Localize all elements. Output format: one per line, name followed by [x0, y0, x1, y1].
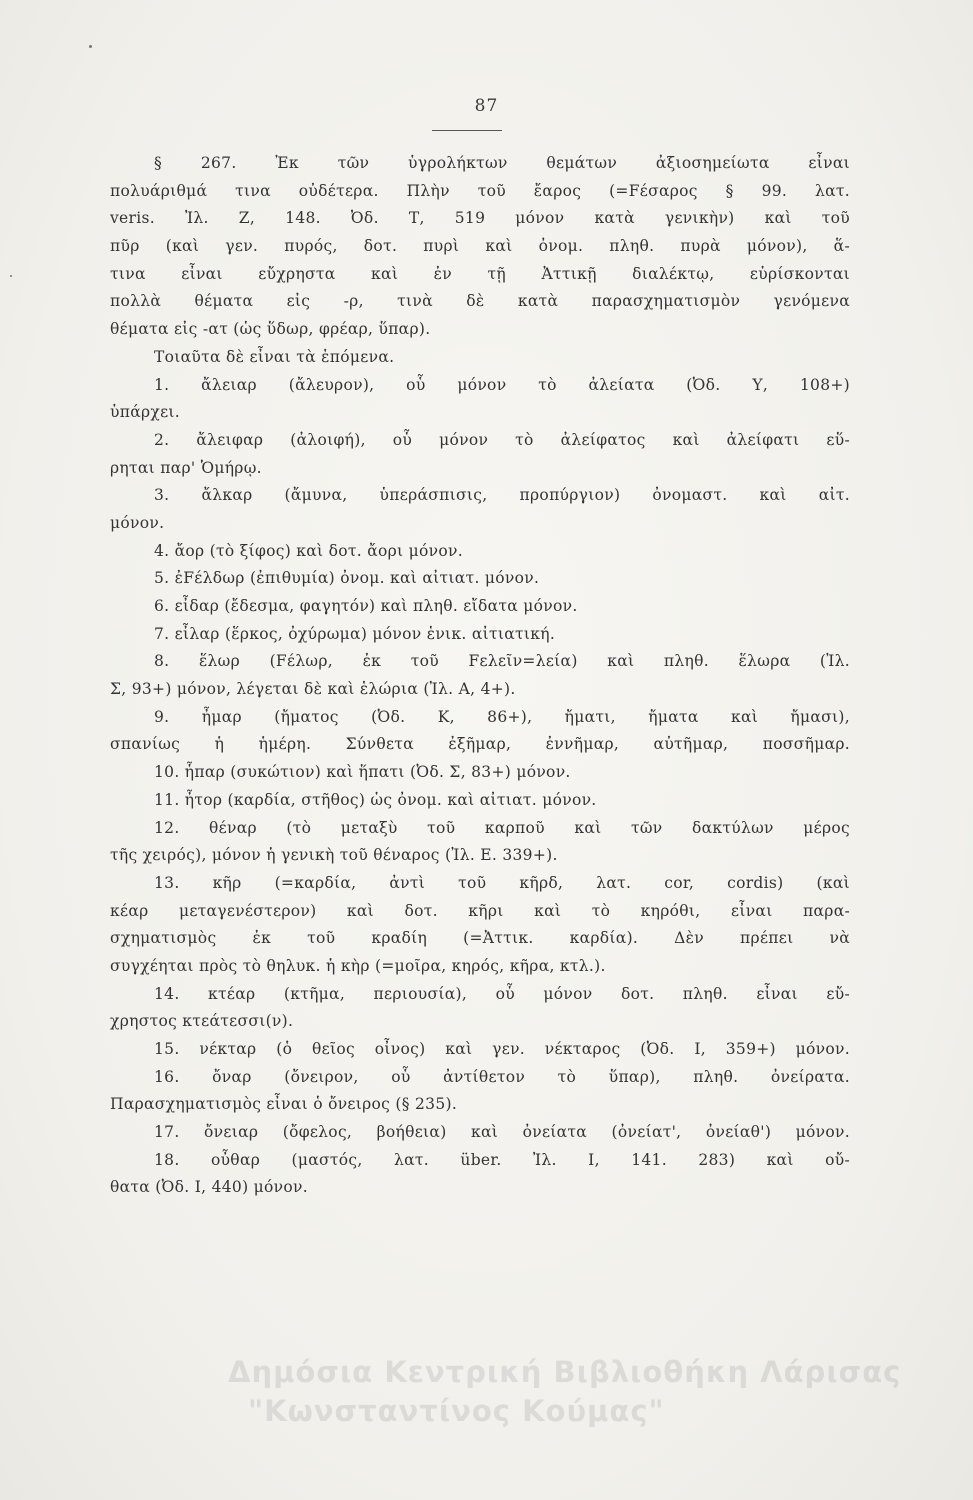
text-line: 3. ἄλκαρ (ἄμυνα, ὑπεράσπισις, προπύργιον) ὀνομαστ. καὶ αἰτ. — [154, 486, 850, 505]
text-line: θατα (Ὀδ. Ι, 440) μόνον. — [110, 1178, 308, 1197]
text-line: Παρασχηματισμὸς εἶναι ὁ ὄνειρος (§ 235). — [110, 1095, 458, 1114]
text-line: ὑπάρχει. — [110, 403, 181, 422]
text-line: 16. ὄναρ (ὄνειρον, οὗ ἀντίθετον τὸ ὕπαρ), πληθ. ὀνείρατα. — [154, 1067, 850, 1086]
text-line: 14. κτέαρ (κτῆμα, περιουσία), οὗ μόνον δοτ. πληθ. εἶναι εὔ- — [154, 984, 850, 1003]
text-line: 6. εἶδαρ (ἔδεσμα, φαγητόν) καὶ πληθ. εἴδατα μόνον. — [154, 597, 578, 615]
body-text — [110, 150, 850, 1202]
text-line: 18. οὖθαρ (μαστός, λατ. über. Ἰλ. Ι, 141. 283) καὶ οὔ- — [154, 1150, 850, 1169]
text-line: θέματα εἰς -ατ (ὡς ὕδωρ, φρέαρ, ὕπαρ). — [110, 320, 431, 339]
page-number: 87 — [474, 96, 499, 116]
text-line: Σ, 93+) μόνον, λέγεται δὲ καὶ ἑλώρια (Ἰλ. Α, 4+). — [110, 680, 516, 699]
text-line: 1. ἄλειαρ (ἄλευρον), οὗ μόνον τὸ ἀλείατα (Ὀδ. Υ, 108+) — [154, 375, 850, 394]
text-line: συγχέηται πρὸς τὸ θηλυκ. ἡ κὴρ (=μοῖρα, κηρός, κῆρα, κτλ.). — [110, 956, 606, 975]
scan-speck — [89, 45, 92, 48]
text-line: 12. θέναρ (τὸ μεταξὺ τοῦ καρποῦ καὶ τῶν δακτύλων μέρος — [154, 818, 850, 837]
text-line: 11. ἦτορ (καρδία, στῆθος) ὡς ὀνομ. καὶ αἰτιατ. μόνον. — [154, 790, 597, 809]
text-line: § 267. Ἐκ τῶν ὑγρολήκτων θεμάτων ἀξιοσημείωτα εἶναι — [154, 154, 850, 172]
header-rule — [432, 130, 502, 131]
text-line: 7. εἶλαρ (ἕρκος, ὀχύρωμα) μόνον ἑνικ. αἰτιατική. — [154, 624, 556, 643]
scan-speck — [10, 275, 12, 277]
text-line: 13. κῆρ (=καρδία, ἀντὶ τοῦ κῆρδ, λατ. cor, cordis) (καὶ — [154, 873, 850, 892]
text-line: 4. ἄορ (τὸ ξίφος) καὶ δοτ. ἄορι μόνον. — [154, 541, 463, 560]
library-watermark-line-2: "Κωνσταντίνος Κούμας" — [248, 1394, 665, 1428]
text-line: τῆς χειρός), μόνον ἡ γενικὴ τοῦ θέναρος (Ἰλ. Ε. 339+). — [110, 846, 558, 865]
text-line: 8. ἕλωρ (Fέλωρ, ἐκ τοῦ Fελεῖν=λεία) καὶ πληθ. ἕλωρα (Ἰλ. — [154, 652, 850, 671]
text-line: ρηται παρ' Ὁμήρῳ. — [110, 458, 262, 477]
text-line: σχηματισμὸς ἐκ τοῦ κραδίη (=Ἀττικ. καρδία). Δὲν πρέπει νὰ — [110, 929, 850, 948]
text-line: 9. ἦμαρ (ἤματος (Ὀδ. Κ, 86+), ἤματι, ἤματα καὶ ἤμασι), — [154, 707, 850, 726]
text-line: σπανίως ἡ ἡμέρη. Σύνθετα ἐξῆμαρ, ἐννῆμαρ, αὐτῆμαρ, ποσσῆμαρ. — [110, 735, 850, 754]
library-watermark-line-1: Δημόσια Κεντρική Βιβλιοθήκη Λάρισας — [228, 1355, 902, 1389]
text-line: 10. ἧπαρ (συκώτιον) καὶ ἥπατι (Ὀδ. Σ, 83+) μόνον. — [154, 763, 571, 782]
text-line: μόνον. — [110, 513, 165, 532]
text-line: 2. ἄλειφαρ (ἀλοιφή), οὗ μόνον τὸ ἀλείφατος καὶ ἀλείφατι εὕ- — [154, 430, 850, 449]
text-line: χρηστος κτεάτεσσι(ν). — [110, 1012, 294, 1031]
text-line: πολλὰ θέματα εἰς -ρ, τινὰ δὲ κατὰ παρασχηματισμὸν γενόμενα — [110, 292, 850, 311]
text-line: veris. Ἰλ. Ζ, 148. Ὀδ. Τ, 519 μόνον κατὰ γενικὴν) καὶ τοῦ — [110, 209, 850, 228]
text-line: 15. νέκταρ (ὁ θεῖος οἶνος) καὶ γεν. νέκταρος (Ὀδ. Ι, 359+) μόνον. — [154, 1040, 850, 1058]
text-line: πῦρ (καὶ γεν. πυρός, δοτ. πυρὶ καὶ ὀνομ. πληθ. πυρὰ μόνον), ἅ- — [110, 237, 850, 256]
text-line: 17. ὄνειαρ (ὄφελος, βοήθεια) καὶ ὀνείατα (ὀνείατ', ὀνείαθ') μόνον. — [154, 1123, 850, 1142]
text-line: πολυάριθμά τινα οὐδέτερα. Πλὴν τοῦ ἔαρος (=Fέσαρος § 99. λατ. — [110, 181, 850, 200]
text-line: κέαρ μεταγενέστερον) καὶ δοτ. κῆρι καὶ τὸ κηρόθι, εἶναι παρα- — [110, 901, 850, 920]
text-line: 5. ἐFέλδωρ (ἐπιθυμία) ὀνομ. καὶ αἰτιατ. μόνον. — [154, 569, 540, 588]
text-line: Τοιαῦτα δὲ εἶναι τὰ ἑπόμενα. — [154, 347, 395, 366]
text-line: τινα εἶναι εὔχρηστα καὶ ἐν τῇ Ἀττικῇ διαλέκτῳ, εὑρίσκονται — [110, 264, 850, 283]
